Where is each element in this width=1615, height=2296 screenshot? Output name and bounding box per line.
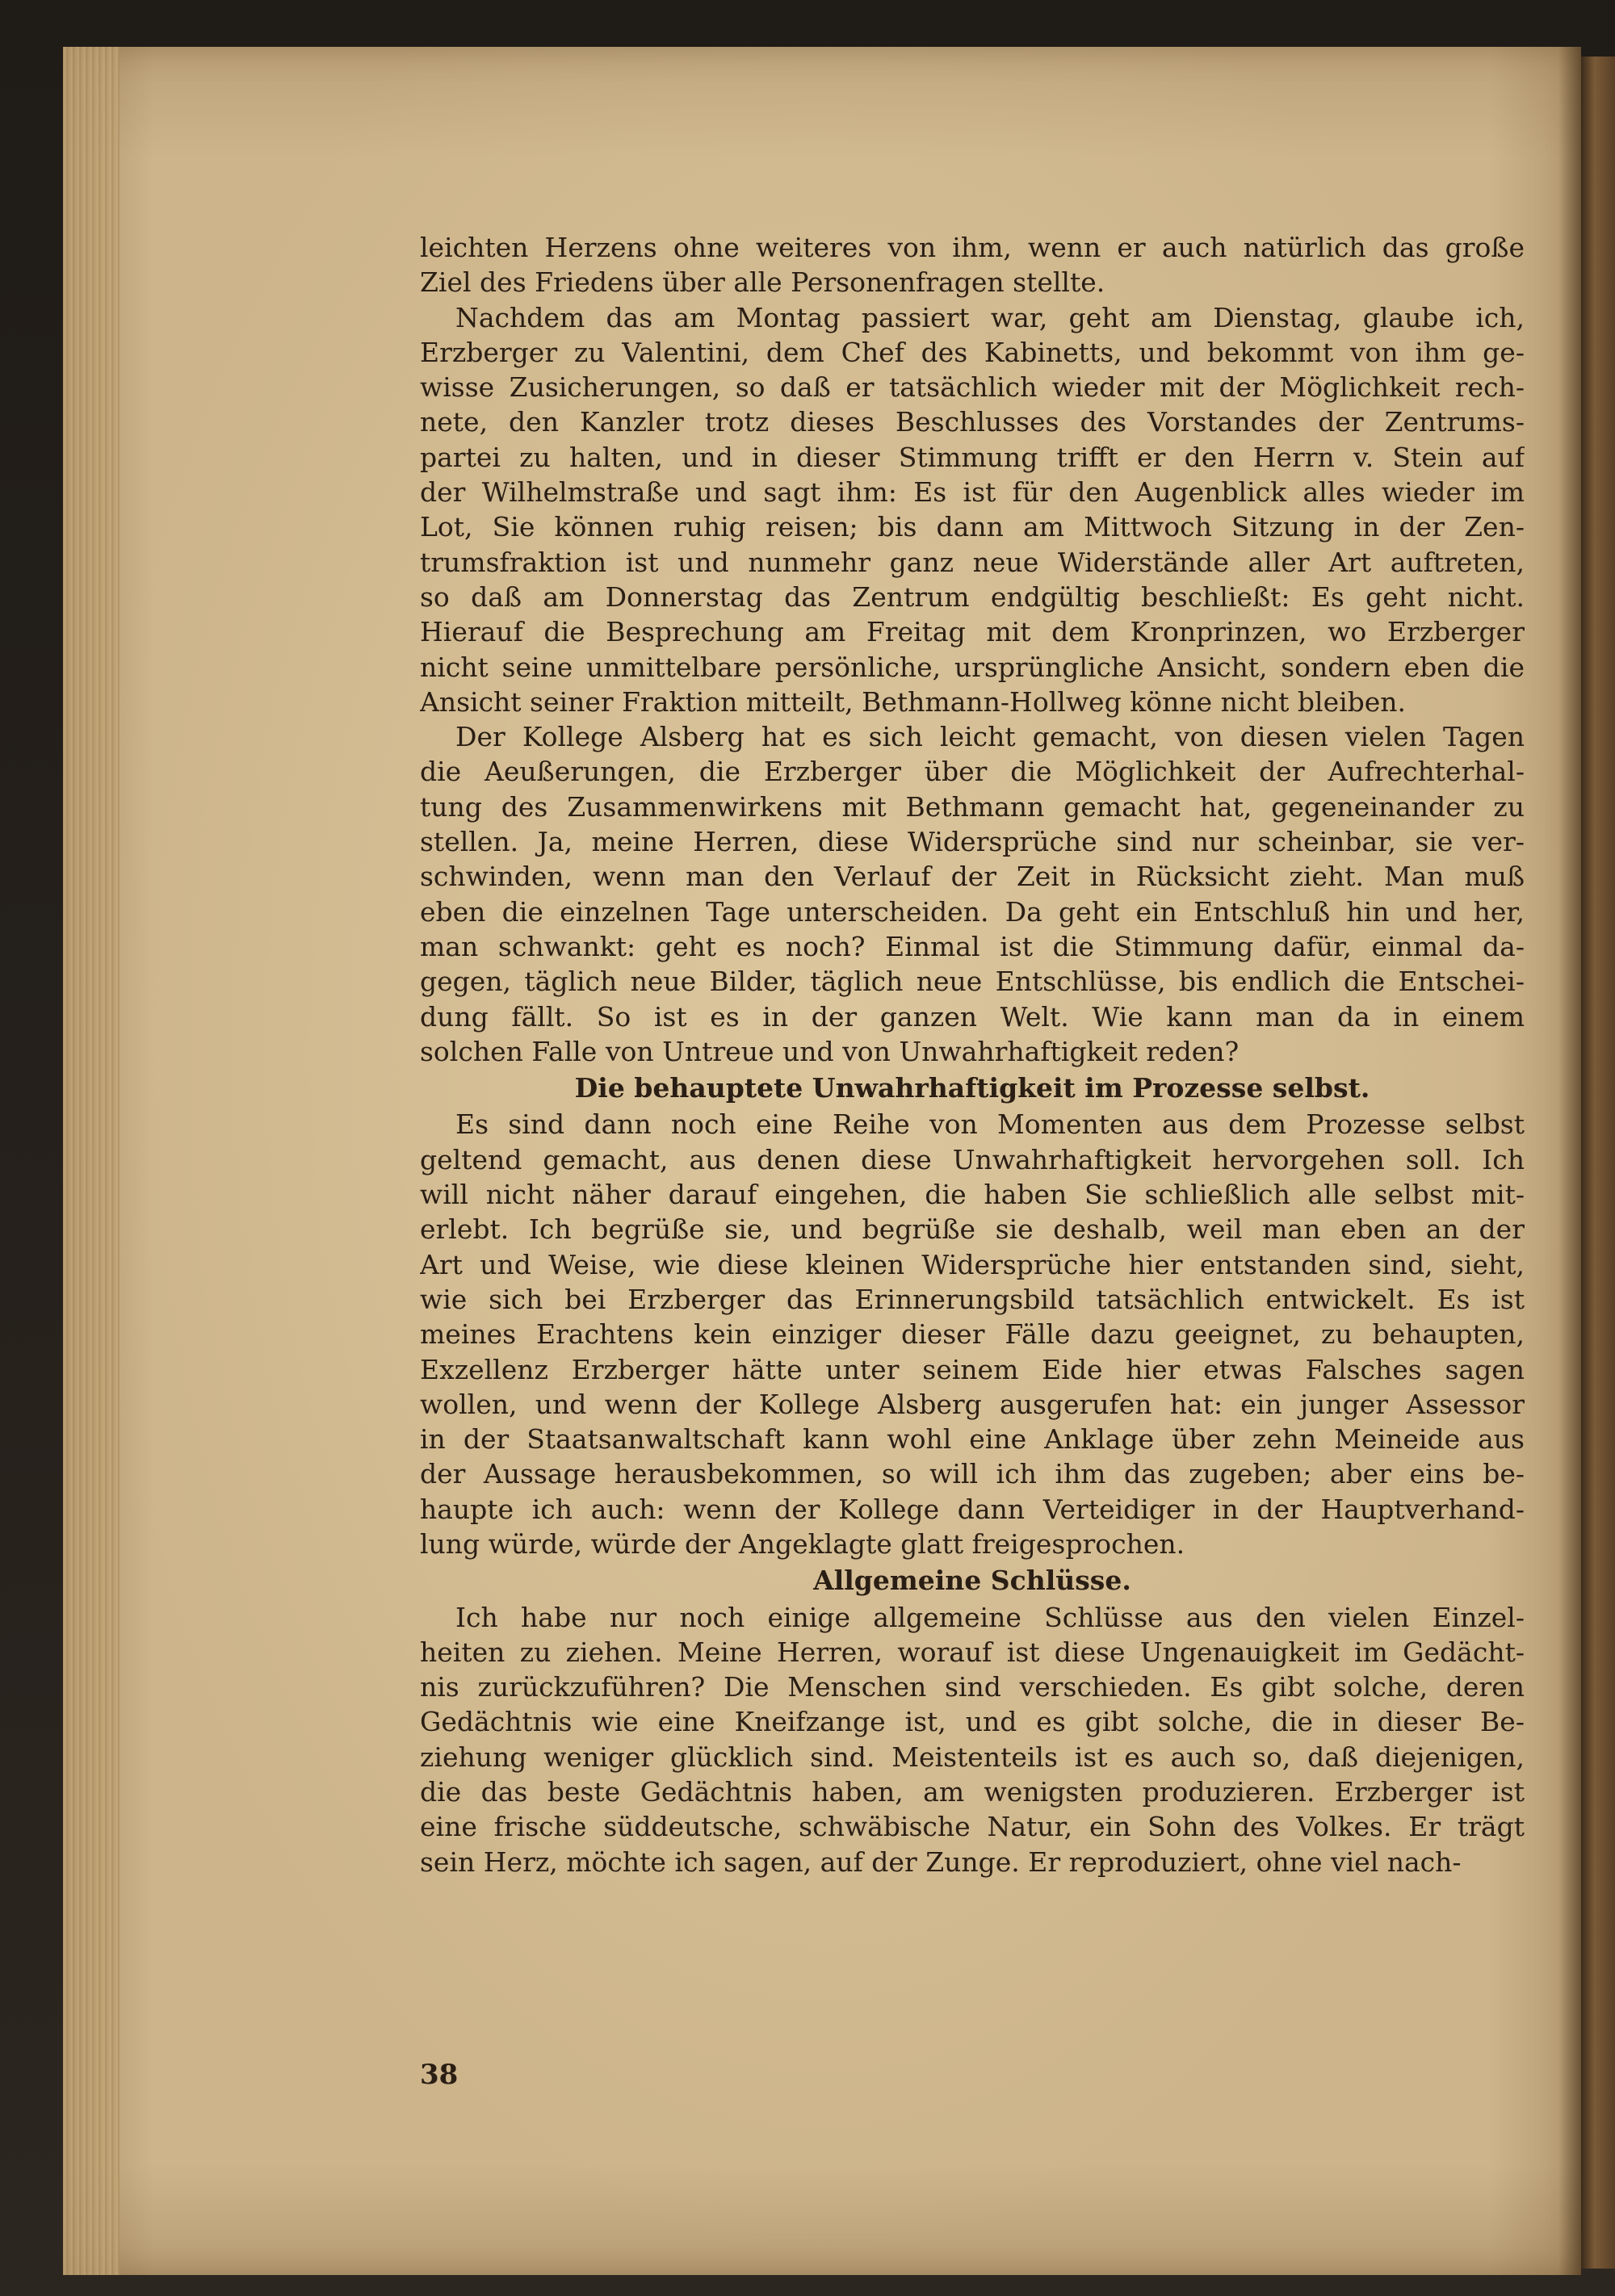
text-line: trumsfraktion ist und nunmehr ganz neue Widerstände aller Art auftreten, — [420, 546, 1525, 578]
text-line: in der Staatsanwaltschaft kann wohl eine Anklage über zehn Meineide aus — [420, 1423, 1525, 1456]
paragraph — [420, 719, 1525, 1069]
text-line: ziehung weniger glücklich sind. Meistenteils ist es auch so, daß diejenigen, — [420, 1741, 1525, 1773]
text-line: die das beste Gedächtnis haben, am wenigsten produzieren. Erzberger ist — [420, 1776, 1525, 1808]
text-line: Exzellenz Erzberger hätte unter seinem Eide hier etwas Falsches sagen — [420, 1353, 1525, 1385]
text-line: will nicht näher darauf eingehen, die haben Sie schließlich alle selbst mit- — [420, 1179, 1525, 1211]
text-line: wisse Zusicherungen, so daß er tatsächlich wieder mit der Möglichkeit rech- — [420, 371, 1525, 404]
page-number: 38 — [420, 2059, 459, 2091]
text-line: eben die einzelnen Tage unterscheiden. Da geht ein Entschluß hin und her, — [420, 895, 1525, 928]
spine-shadow — [1558, 47, 1581, 2275]
paragraph — [420, 1600, 1525, 1879]
text-line: wie sich bei Erzberger das Erinnerungsbild tatsächlich entwickelt. Es ist — [420, 1283, 1525, 1315]
text-line: geltend gemacht, aus denen diese Unwahrhaftigkeit hervorgehen soll. Ich — [420, 1143, 1525, 1175]
text-line: man schwankt: geht es noch? Einmal ist die Stimmung dafür, einmal da- — [420, 930, 1525, 962]
section-heading: Die behauptete Unwahrhaftigkeit im Prozesse selbst. — [574, 1072, 1370, 1104]
text-line: Erzberger zu Valentini, dem Chef des Kabinetts, und bekommt von ihm ge- — [420, 336, 1525, 368]
text-line: solchen Falle von Untreue und von Unwahrhaftigkeit reden? — [420, 1035, 1240, 1067]
text-line: Ich habe nur noch einige allgemeine Schlüsse aus den vielen Einzel- — [455, 1601, 1525, 1633]
text-line: Hierauf die Besprechung am Freitag mit dem Kronprinzen, wo Erzberger — [420, 616, 1525, 648]
text-line: stellen. Ja, meine Herren, diese Widersprüche sind nur scheinbar, sie ver- — [420, 826, 1525, 858]
text-line: so daß am Donnerstag das Zentrum endgültig beschließt: Es geht nicht. — [420, 580, 1525, 613]
text-line: Es sind dann noch eine Reihe von Momenten aus dem Prozesse selbst — [455, 1108, 1525, 1141]
paragraph — [420, 230, 1525, 300]
text-line: Ziel des Friedens über alle Personenfragen stellte. — [420, 266, 1105, 299]
text-line: tung des Zusammenwirkens mit Bethmann gemacht hat, gegeneinander zu — [420, 790, 1525, 823]
text-line: leichten Herzens ohne weiteres von ihm, wenn er auch natürlich das große — [420, 232, 1525, 263]
text-line: sein Herz, möchte ich sagen, auf der Zunge. Er reproduziert, ohne viel nach- — [420, 1846, 1462, 1878]
text-line: Nachdem das am Montag passiert war, geht am Dienstag, glaube ich, — [455, 301, 1525, 333]
text-line: wollen, und wenn der Kollege Alsberg ausgerufen hat: ein junger Assessor — [420, 1388, 1525, 1420]
adjacent-page-edge — [1581, 57, 1615, 2269]
text-line: erlebt. Ich begrüße sie, und begrüße sie deshalb, weil man eben an der — [420, 1213, 1525, 1246]
text-line: Ansicht seiner Fraktion mitteilt, Bethmann-Hollweg könne nicht bleiben. — [420, 685, 1407, 718]
paragraph — [420, 300, 1525, 720]
text-line: eine frische süddeutsche, schwäbische Natur, ein Sohn des Volkes. Er trägt — [420, 1811, 1525, 1843]
text-line: Gedächtnis wie eine Kneifzange ist, und es gibt solche, die in dieser Be- — [420, 1706, 1525, 1738]
text-line: Art und Weise, wie diese kleinen Widersprüche hier entstanden sind, sieht, — [420, 1248, 1525, 1280]
text-line: nis zurückzuführen? Die Menschen sind verschieden. Es gibt solche, deren — [420, 1671, 1525, 1703]
text-line: nicht seine unmittelbare persönliche, ursprüngliche Ansicht, sondern eben die — [420, 651, 1525, 683]
text-line: der Wilhelmstraße und sagt ihm: Es ist für den Augenblick alles wieder im — [420, 476, 1525, 509]
text-line: meines Erachtens kein einziger dieser Fälle dazu geeignet, zu behaupten, — [420, 1318, 1525, 1351]
page-stack-edges — [63, 47, 120, 2275]
text-line: gegen, täglich neue Bilder, täglich neue Entschlüsse, bis endlich die Entschei- — [420, 966, 1525, 998]
text-line: Der Kollege Alsberg hat es sich leicht gemacht, von diesen vielen Tagen — [455, 721, 1525, 753]
text-line: schwinden, wenn man den Verlauf der Zeit in Rücksicht zieht. Man muß — [420, 861, 1525, 893]
text-line: der Aussage herausbekommen, so will ich ihm das zugeben; aber eins be- — [420, 1458, 1525, 1490]
text-line: die Aeußerungen, die Erzberger über die Möglichkeit der Aufrechterhal- — [420, 756, 1525, 788]
text-line: Lot, Sie können ruhig reisen; bis dann am Mittwoch Sitzung in der Zen- — [420, 511, 1525, 543]
text-line: heiten zu ziehen. Meine Herren, worauf ist diese Ungenauigkeit im Gedächt- — [420, 1636, 1525, 1668]
page-text — [420, 230, 1525, 1879]
text-line: partei zu halten, und in dieser Stimmung trifft er den Herrn v. Stein auf — [420, 441, 1525, 473]
text-line: haupte ich auch: wenn der Kollege dann Verteidiger in der Hauptverhand- — [420, 1493, 1525, 1525]
text-line: nete, den Kanzler trotz dieses Beschlusses des Vorstandes der Zentrums- — [420, 406, 1525, 438]
section-heading: Allgemeine Schlüsse. — [813, 1565, 1131, 1597]
paragraph — [420, 1107, 1525, 1561]
text-line: lung würde, würde der Angeklagte glatt freigesprochen. — [420, 1527, 1185, 1560]
text-line: dung fällt. So ist es in der ganzen Welt. Wie kann man da in einem — [420, 1000, 1525, 1033]
